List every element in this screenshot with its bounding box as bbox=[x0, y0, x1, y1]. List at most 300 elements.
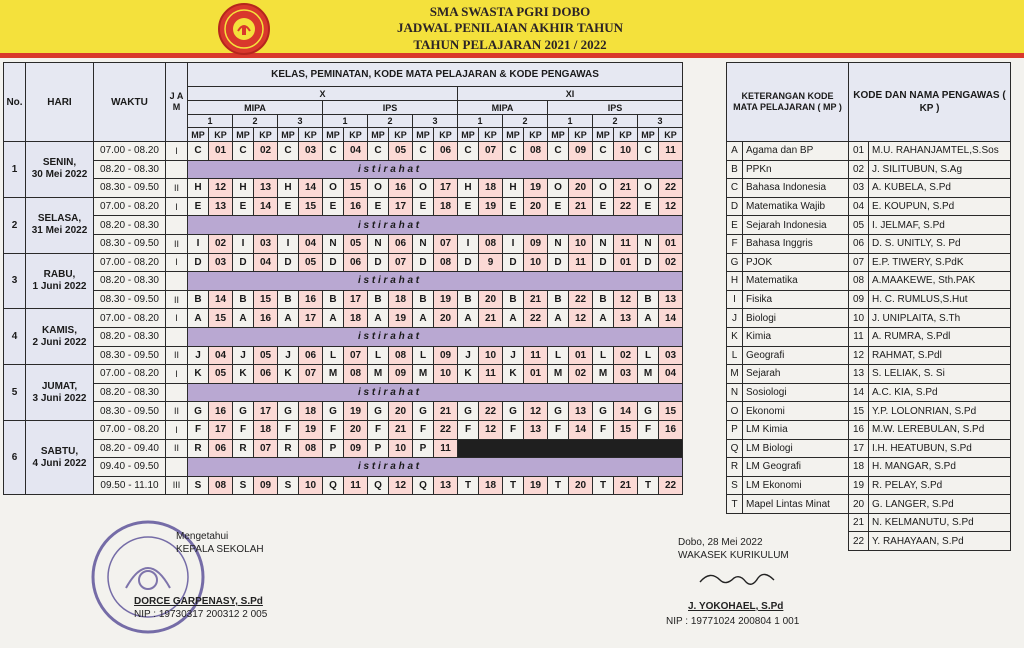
subject-code-cell: B bbox=[593, 290, 614, 309]
col-mp-label: MP bbox=[503, 128, 524, 142]
list-item bbox=[849, 532, 1011, 551]
subject-code-cell: A bbox=[323, 309, 344, 328]
subject-name: LM Biologi bbox=[743, 439, 849, 458]
subject-code-cell: M bbox=[548, 365, 569, 384]
proctor-code-cell: 19 bbox=[434, 290, 458, 309]
table-row bbox=[4, 160, 683, 179]
list-item bbox=[849, 234, 1011, 253]
proctor-code: 19 bbox=[849, 476, 869, 495]
subject-code: T bbox=[727, 495, 743, 514]
day-number: 4 bbox=[4, 309, 26, 365]
subject-code: I bbox=[727, 290, 743, 309]
col-kp-label: KP bbox=[524, 128, 548, 142]
subject-code: A bbox=[727, 142, 743, 161]
proctor-code-cell: 01 bbox=[614, 253, 638, 272]
subject-code-cell: K bbox=[233, 365, 254, 384]
subject-name: Sejarah bbox=[743, 365, 849, 384]
proctor-code-cell: 22 bbox=[614, 197, 638, 216]
proctor-code-cell: 09 bbox=[254, 476, 278, 495]
col-kp-label: KP bbox=[479, 128, 503, 142]
grade-x: X bbox=[188, 87, 458, 101]
list-item bbox=[849, 309, 1011, 328]
subject-code-cell: G bbox=[413, 402, 434, 421]
list-item bbox=[727, 234, 849, 253]
proctor-code: 21 bbox=[849, 513, 869, 532]
table-row bbox=[4, 197, 683, 216]
subject-code-cell: D bbox=[503, 253, 524, 272]
proctor-code-cell: 20 bbox=[524, 197, 548, 216]
proctor-name: A.MAAKEWE, Sth.PAK bbox=[869, 272, 1011, 291]
proctor-code-cell: 18 bbox=[299, 402, 323, 421]
subject-code-cell: O bbox=[368, 179, 389, 198]
proctor-code-cell: 09 bbox=[344, 439, 368, 458]
proctor-code-cell: 04 bbox=[254, 253, 278, 272]
col-kp-label: KP bbox=[344, 128, 368, 142]
list-item bbox=[849, 253, 1011, 272]
proctor-code-cell: 04 bbox=[659, 365, 683, 384]
proctor-code-cell: 13 bbox=[569, 402, 593, 421]
subject-code: F bbox=[727, 234, 743, 253]
proctor-code-cell: 20 bbox=[389, 402, 413, 421]
proctor-code-cell: 19 bbox=[344, 402, 368, 421]
table-row bbox=[4, 365, 683, 384]
day-name: SABTU, bbox=[40, 445, 79, 457]
subject-code-cell: H bbox=[233, 179, 254, 198]
proctor-code: 12 bbox=[849, 346, 869, 365]
subject-code-cell: E bbox=[503, 197, 524, 216]
table-row bbox=[4, 253, 683, 272]
list-item bbox=[849, 197, 1011, 216]
subject-code-cell: R bbox=[233, 439, 254, 458]
subject-code-cell: B bbox=[323, 290, 344, 309]
proctor-code: 10 bbox=[849, 309, 869, 328]
subject-code-cell: G bbox=[548, 402, 569, 421]
table-row bbox=[4, 216, 683, 235]
proctor-name: A. RUMRA, S.Pdl bbox=[869, 327, 1011, 346]
proctor-code-cell: 14 bbox=[254, 197, 278, 216]
xi-ips-2: 2 bbox=[593, 115, 638, 128]
col-kelas: KELAS, PEMINATAN, KODE MATA PELAJARAN & KODE PENGAWAS bbox=[188, 63, 683, 87]
col-mp-label: MP bbox=[188, 128, 209, 142]
table-row bbox=[4, 309, 683, 328]
list-item bbox=[727, 309, 849, 328]
proctor-code-cell: 16 bbox=[344, 197, 368, 216]
subject-code: C bbox=[727, 179, 743, 198]
day-name: RABU, bbox=[43, 268, 76, 280]
subject-code: G bbox=[727, 253, 743, 272]
proctor-name: N. KELMANUTU, S.Pd bbox=[869, 513, 1011, 532]
col-kp-label: KP bbox=[254, 128, 278, 142]
proctor-code-cell: 07 bbox=[479, 142, 503, 161]
subject-code-cell: F bbox=[368, 420, 389, 439]
xi-mipa-2: 2 bbox=[503, 115, 548, 128]
proctor-code-cell: 16 bbox=[209, 402, 233, 421]
list-item bbox=[727, 290, 849, 309]
proctor-code-cell: 12 bbox=[659, 197, 683, 216]
col-mp-label: MP bbox=[638, 128, 659, 142]
subject-name: Agama dan BP bbox=[743, 142, 849, 161]
day-date: 3 Juni 2022 bbox=[32, 392, 87, 404]
subject-code: J bbox=[727, 309, 743, 328]
day-date: 30 Mei 2022 bbox=[31, 169, 88, 181]
list-item bbox=[849, 383, 1011, 402]
subject-name: Biologi bbox=[743, 309, 849, 328]
proctor-name: G. LANGER, S.Pd bbox=[869, 495, 1011, 514]
subject-code-cell: F bbox=[188, 420, 209, 439]
proctor-code-cell: 16 bbox=[659, 420, 683, 439]
x-ips: IPS bbox=[323, 101, 458, 115]
subject-code-cell: F bbox=[323, 420, 344, 439]
proctor-code-cell: 08 bbox=[299, 439, 323, 458]
proctor-code-cell: 14 bbox=[569, 420, 593, 439]
proctor-code: 22 bbox=[849, 532, 869, 551]
list-item bbox=[727, 216, 849, 235]
proctor-code-cell: 18 bbox=[389, 290, 413, 309]
subject-code-cell: A bbox=[458, 309, 479, 328]
subject-code-cell: B bbox=[458, 290, 479, 309]
subject-code-cell: E bbox=[323, 197, 344, 216]
subject-code-cell: J bbox=[503, 346, 524, 365]
time-slot: 08.30 - 09.50 bbox=[94, 346, 166, 365]
subject-code-cell: E bbox=[278, 197, 299, 216]
proctor-code-cell: 05 bbox=[209, 365, 233, 384]
proctor-code-cell: 15 bbox=[614, 420, 638, 439]
subject-code-cell: I bbox=[233, 234, 254, 253]
subject-code-cell: H bbox=[458, 179, 479, 198]
proctor-code: 04 bbox=[849, 197, 869, 216]
xi-ips-3: 3 bbox=[638, 115, 683, 128]
proctor-name: A. KUBELA, S.Pd bbox=[869, 179, 1011, 198]
list-item bbox=[727, 365, 849, 384]
subject-code-cell: G bbox=[323, 402, 344, 421]
break-row: i s t i r a h a t bbox=[188, 383, 683, 402]
subject-code-cell: M bbox=[593, 365, 614, 384]
subject-code-cell: F bbox=[278, 420, 299, 439]
list-item bbox=[727, 420, 849, 439]
academic-year: TAHUN PELAJARAN 2021 / 2022 bbox=[413, 37, 607, 52]
subject-code: P bbox=[727, 420, 743, 439]
list-item bbox=[727, 476, 849, 495]
col-no: No. bbox=[4, 63, 26, 142]
subject-code-cell: T bbox=[593, 476, 614, 495]
subject-code: S bbox=[727, 476, 743, 495]
subject-code-cell: L bbox=[368, 346, 389, 365]
time-slot: 07.00 - 08.20 bbox=[94, 309, 166, 328]
x-mipa-1: 1 bbox=[188, 115, 233, 128]
proctor-code-cell: 11 bbox=[569, 253, 593, 272]
proctor-code-cell: 03 bbox=[659, 346, 683, 365]
list-item bbox=[727, 272, 849, 291]
day-name: SELASA, bbox=[37, 213, 82, 225]
subject-name: Mapel Lintas Minat bbox=[743, 495, 849, 514]
proctor-code-cell: 18 bbox=[479, 476, 503, 495]
signer-title: WAKASEK KURIKULUM bbox=[678, 550, 789, 561]
subject-code-cell: N bbox=[368, 234, 389, 253]
proctor-code: 01 bbox=[849, 142, 869, 161]
subject-code: E bbox=[727, 216, 743, 235]
proctor-legend-header: KODE DAN NAMA PENGAWAS ( KP ) bbox=[849, 63, 1011, 142]
list-item bbox=[849, 513, 1011, 532]
subject-code-cell: G bbox=[233, 402, 254, 421]
jam-cell: I bbox=[166, 365, 188, 384]
proctor-code-cell: 08 bbox=[434, 253, 458, 272]
proctor-code-cell: 11 bbox=[659, 142, 683, 161]
subject-code-cell: L bbox=[323, 346, 344, 365]
subject-name: LM Ekonomi bbox=[743, 476, 849, 495]
x-mipa: MIPA bbox=[188, 101, 323, 115]
jam-cell: II bbox=[166, 234, 188, 253]
table-row bbox=[4, 234, 683, 253]
list-item bbox=[849, 346, 1011, 365]
subject-name: Geografi bbox=[743, 346, 849, 365]
proctor-code-cell: 04 bbox=[209, 346, 233, 365]
time-slot: 07.00 - 08.20 bbox=[94, 365, 166, 384]
jam-cell: I bbox=[166, 142, 188, 161]
approver-title: KEPALA SEKOLAH bbox=[176, 544, 264, 555]
proctor-code-cell: 14 bbox=[299, 179, 323, 198]
list-item bbox=[727, 327, 849, 346]
break-row: i s t i r a h a t bbox=[188, 272, 683, 291]
proctor-code-cell: 07 bbox=[299, 365, 323, 384]
subject-code-cell: I bbox=[458, 234, 479, 253]
blocked-cell bbox=[458, 439, 683, 458]
subject-code-cell: D bbox=[548, 253, 569, 272]
subject-code: K bbox=[727, 327, 743, 346]
proctor-name: RAHMAT, S.Pdl bbox=[869, 346, 1011, 365]
proctor-code-cell: 13 bbox=[209, 197, 233, 216]
proctor-code-cell: 08 bbox=[389, 346, 413, 365]
subject-code-cell: O bbox=[593, 179, 614, 198]
proctor-code-cell: 19 bbox=[524, 476, 548, 495]
subject-code-cell: N bbox=[413, 234, 434, 253]
subject-code-cell: R bbox=[188, 439, 209, 458]
proctor-code-cell: 22 bbox=[524, 309, 548, 328]
left-signature-block bbox=[176, 531, 264, 555]
xi-mipa-1: 1 bbox=[458, 115, 503, 128]
day-number: 5 bbox=[4, 365, 26, 421]
proctor-code-cell: 21 bbox=[479, 309, 503, 328]
table-row bbox=[4, 327, 683, 346]
proctor-code-cell: 21 bbox=[434, 402, 458, 421]
list-item bbox=[727, 402, 849, 421]
proctor-code-cell: 04 bbox=[344, 142, 368, 161]
proctor-code: 13 bbox=[849, 365, 869, 384]
proctor-name: D. S. UNITLY, S. Pd bbox=[869, 234, 1011, 253]
proctor-code-cell: 11 bbox=[434, 439, 458, 458]
list-item bbox=[727, 495, 849, 514]
subject-code: D bbox=[727, 197, 743, 216]
subject-code-cell: E bbox=[413, 197, 434, 216]
list-item bbox=[727, 458, 849, 477]
day-number: 2 bbox=[4, 197, 26, 253]
subject-code-cell: Q bbox=[323, 476, 344, 495]
proctor-code-cell: 10 bbox=[434, 365, 458, 384]
proctor-code-cell: 13 bbox=[524, 420, 548, 439]
time-slot: 08.20 - 08.30 bbox=[94, 327, 166, 346]
subject-code-cell: C bbox=[233, 142, 254, 161]
proctor-code: 06 bbox=[849, 234, 869, 253]
subject-code-cell: E bbox=[593, 197, 614, 216]
jam-cell: I bbox=[166, 253, 188, 272]
subject-code-cell: D bbox=[188, 253, 209, 272]
subject-code-cell: L bbox=[413, 346, 434, 365]
subject-code-cell: F bbox=[548, 420, 569, 439]
principal-name: DORCE GARPENASY, S.Pd bbox=[134, 596, 263, 607]
col-mp-label: MP bbox=[278, 128, 299, 142]
subject-legend-header: KETERANGAN KODE MATA PELAJARAN ( MP ) bbox=[727, 63, 849, 142]
right-signature-block bbox=[678, 537, 789, 561]
time-slot: 08.20 - 09.40 bbox=[94, 439, 166, 458]
proctor-code-cell: 06 bbox=[209, 439, 233, 458]
day-date: 2 Juni 2022 bbox=[32, 336, 87, 348]
proctor-code: 20 bbox=[849, 495, 869, 514]
subject-name: Matematika bbox=[743, 272, 849, 291]
jam-cell: I bbox=[166, 420, 188, 439]
time-slot: 08.20 - 08.30 bbox=[94, 383, 166, 402]
subject-code-cell: B bbox=[188, 290, 209, 309]
col-mp-label: MP bbox=[413, 128, 434, 142]
day-number: 3 bbox=[4, 253, 26, 309]
subject-code-cell: E bbox=[638, 197, 659, 216]
break-row: i s t i r a h a t bbox=[188, 327, 683, 346]
x-ips-1: 1 bbox=[323, 115, 368, 128]
proctor-code-cell: 07 bbox=[344, 346, 368, 365]
proctor-code-cell: 05 bbox=[254, 346, 278, 365]
subject-code-cell: K bbox=[188, 365, 209, 384]
x-mipa-2: 2 bbox=[233, 115, 278, 128]
table-row bbox=[4, 383, 683, 402]
subject-code-cell: C bbox=[548, 142, 569, 161]
subject-code-cell: J bbox=[233, 346, 254, 365]
proctor-code-cell: 07 bbox=[434, 234, 458, 253]
proctor-code-cell: 16 bbox=[389, 179, 413, 198]
subject-code-cell: D bbox=[368, 253, 389, 272]
jam-cell: III bbox=[166, 476, 188, 495]
list-item bbox=[849, 272, 1011, 291]
subject-name: Bahasa Inggris bbox=[743, 234, 849, 253]
subject-code-cell: K bbox=[458, 365, 479, 384]
subject-code-cell: S bbox=[233, 476, 254, 495]
subject-code-cell: G bbox=[593, 402, 614, 421]
day-cell bbox=[26, 142, 94, 198]
x-mipa-3: 3 bbox=[278, 115, 323, 128]
proctor-code-cell: 13 bbox=[614, 309, 638, 328]
proctor-code-cell: 10 bbox=[479, 346, 503, 365]
proctor-code-cell: 02 bbox=[569, 365, 593, 384]
col-mp-label: MP bbox=[368, 128, 389, 142]
list-item bbox=[727, 346, 849, 365]
proctor-name: J. SILITUBUN, S.Ag bbox=[869, 160, 1011, 179]
col-kp-label: KP bbox=[614, 128, 638, 142]
subject-code-cell: T bbox=[638, 476, 659, 495]
proctor-code: 14 bbox=[849, 383, 869, 402]
subject-code-cell: K bbox=[278, 365, 299, 384]
subject-legend-table bbox=[726, 62, 849, 514]
proctor-code-cell: 18 bbox=[254, 420, 278, 439]
x-ips-3: 3 bbox=[413, 115, 458, 128]
list-item bbox=[849, 439, 1011, 458]
proctor-code-cell: 22 bbox=[569, 290, 593, 309]
proctor-code-cell: 20 bbox=[434, 309, 458, 328]
proctor-code-cell: 05 bbox=[389, 142, 413, 161]
subject-code-cell: G bbox=[503, 402, 524, 421]
col-mp-label: MP bbox=[233, 128, 254, 142]
subject-code-cell: E bbox=[368, 197, 389, 216]
vice-principal-name: J. YOKOHAEL, S.Pd bbox=[688, 601, 784, 612]
proctor-code-cell: 10 bbox=[569, 234, 593, 253]
principal-name-block bbox=[134, 596, 267, 620]
exam-schedule-table bbox=[3, 62, 683, 495]
time-slot: 08.20 - 08.30 bbox=[94, 160, 166, 179]
col-kp-label: KP bbox=[434, 128, 458, 142]
proctor-code-cell: 08 bbox=[479, 234, 503, 253]
time-slot: 07.00 - 08.20 bbox=[94, 142, 166, 161]
day-date: 31 Mei 2022 bbox=[31, 225, 88, 237]
proctor-code-cell: 02 bbox=[659, 253, 683, 272]
list-item bbox=[849, 402, 1011, 421]
subject-code-cell: C bbox=[593, 142, 614, 161]
list-item bbox=[727, 439, 849, 458]
subject-code-cell: A bbox=[413, 309, 434, 328]
proctor-name: S. LELIAK, S. Si bbox=[869, 365, 1011, 384]
col-mp-label: MP bbox=[593, 128, 614, 142]
subject-code-cell: C bbox=[323, 142, 344, 161]
subject-code-cell: J bbox=[278, 346, 299, 365]
time-slot: 07.00 - 08.20 bbox=[94, 197, 166, 216]
xi-ips-1: 1 bbox=[548, 115, 593, 128]
subject-code-cell: H bbox=[188, 179, 209, 198]
jam-cell: I bbox=[166, 197, 188, 216]
proctor-code-cell: 01 bbox=[569, 346, 593, 365]
subject-code-cell: H bbox=[278, 179, 299, 198]
subject-code-cell: B bbox=[278, 290, 299, 309]
subject-code-cell: F bbox=[458, 420, 479, 439]
proctor-code-cell: 11 bbox=[614, 234, 638, 253]
subject-name: LM Geografi bbox=[743, 458, 849, 477]
proctor-name: A.C. KIA, S.Pd bbox=[869, 383, 1011, 402]
time-slot: 08.30 - 09.50 bbox=[94, 234, 166, 253]
proctor-name: E.P. TIWERY, S.PdK bbox=[869, 253, 1011, 272]
subject-name: Sosiologi bbox=[743, 383, 849, 402]
approval-label: Mengetahui bbox=[176, 531, 229, 542]
proctor-code-cell: 18 bbox=[479, 179, 503, 198]
list-item bbox=[849, 290, 1011, 309]
proctor-name: M.W. LEREBULAN, S.Pd bbox=[869, 420, 1011, 439]
subject-code: H bbox=[727, 272, 743, 291]
jam-cell bbox=[166, 458, 188, 477]
list-item bbox=[727, 197, 849, 216]
proctor-code-cell: 09 bbox=[524, 234, 548, 253]
proctor-code-cell: 06 bbox=[389, 234, 413, 253]
subject-code-cell: F bbox=[503, 420, 524, 439]
jam-cell: II bbox=[166, 439, 188, 458]
proctor-code-cell: 18 bbox=[344, 309, 368, 328]
subject-name: LM Kimia bbox=[743, 420, 849, 439]
col-kp-label: KP bbox=[299, 128, 323, 142]
subject-code-cell: F bbox=[638, 420, 659, 439]
list-item bbox=[849, 458, 1011, 477]
subject-code-cell: C bbox=[278, 142, 299, 161]
subject-code-cell: S bbox=[278, 476, 299, 495]
subject-name: Sejarah Indonesia bbox=[743, 216, 849, 235]
jam-cell bbox=[166, 383, 188, 402]
subject-code-cell: E bbox=[548, 197, 569, 216]
list-item bbox=[849, 327, 1011, 346]
subject-code-cell: L bbox=[548, 346, 569, 365]
proctor-code-cell: 01 bbox=[524, 365, 548, 384]
proctor-code-cell: 03 bbox=[254, 234, 278, 253]
subject-name: Bahasa Indonesia bbox=[743, 179, 849, 198]
